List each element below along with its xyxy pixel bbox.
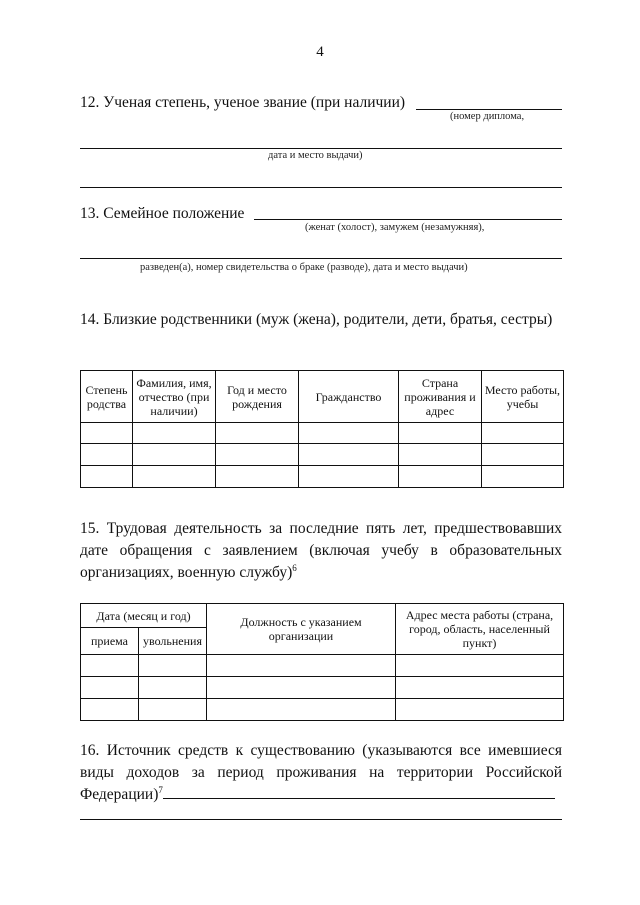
table-cell[interactable] <box>81 677 139 699</box>
table-cell[interactable] <box>133 423 216 444</box>
section-16-label <box>80 740 562 806</box>
table-cell[interactable] <box>216 466 299 488</box>
table-cell[interactable] <box>81 444 133 466</box>
table-cell[interactable] <box>482 423 564 444</box>
section-14-label: 14. Близкие родственники (муж (жена), родители, дети, братья, сестры) <box>80 311 553 328</box>
col-workplace: Место работы, учебы <box>482 371 564 423</box>
table-cell[interactable] <box>299 466 399 488</box>
table-cell[interactable] <box>139 677 207 699</box>
col-country-address: Страна проживания и адрес <box>399 371 482 423</box>
footnote-6: 6 <box>292 562 297 573</box>
table-cell[interactable] <box>396 699 564 721</box>
section-13-hint-status: (женат (холост), замужем (незамужняя), <box>305 222 485 233</box>
degree-input-line[interactable] <box>416 109 562 110</box>
col-full-name: Фамилия, имя, отчество (при наличии) <box>133 371 216 423</box>
table-row <box>81 677 564 699</box>
table-cell[interactable] <box>81 423 133 444</box>
income-input-line-2[interactable] <box>80 819 562 820</box>
table-row <box>81 466 564 488</box>
section-16-text: 16. Источник средств к существованию (указываются все имевшиеся виды доходов за период проживания на территории Российской Федерации) <box>80 742 562 803</box>
table-cell[interactable] <box>133 444 216 466</box>
col-hire-date: приема <box>81 628 139 655</box>
col-kinship: Степень родства <box>81 371 133 423</box>
col-work-address: Адрес места работы (страна, город, область, населенный пункт) <box>396 604 564 655</box>
table-cell[interactable] <box>216 444 299 466</box>
table-cell[interactable] <box>207 655 396 677</box>
table-cell[interactable] <box>399 423 482 444</box>
col-position: Должность с указанием организации <box>207 604 396 655</box>
section-15-text: 15. Трудовая деятельность за последние пять лет, предшествовавших дате обращения с заявлением (включая учебу в образовательных организациях, военную службу) <box>80 520 562 581</box>
table-cell[interactable] <box>81 466 133 488</box>
employment-header-row-1 <box>81 604 564 628</box>
table-cell[interactable] <box>299 444 399 466</box>
table-cell[interactable] <box>482 466 564 488</box>
table-cell[interactable] <box>399 444 482 466</box>
table-row <box>81 699 564 721</box>
table-cell[interactable] <box>399 466 482 488</box>
table-cell[interactable] <box>81 699 139 721</box>
page-number: 4 <box>316 44 324 60</box>
degree-input-line-2[interactable] <box>80 148 562 149</box>
marital-input-line-2[interactable] <box>80 258 562 259</box>
table-row <box>81 423 564 444</box>
table-cell[interactable] <box>139 655 207 677</box>
table-cell[interactable] <box>207 677 396 699</box>
table-cell[interactable] <box>396 655 564 677</box>
table-cell[interactable] <box>139 699 207 721</box>
relatives-table <box>80 370 564 488</box>
marital-input-line[interactable] <box>254 219 562 220</box>
table-cell[interactable] <box>482 444 564 466</box>
section-15-label <box>80 518 562 584</box>
table-cell[interactable] <box>133 466 216 488</box>
table-cell[interactable] <box>216 423 299 444</box>
table-cell[interactable] <box>81 655 139 677</box>
table-cell[interactable] <box>396 677 564 699</box>
table-row <box>81 655 564 677</box>
col-birth: Год и место рождения <box>216 371 299 423</box>
employment-table <box>80 603 564 721</box>
col-dismissal-date: увольнения <box>139 628 207 655</box>
section-12-label <box>80 92 405 114</box>
section-12-hint-diploma: (номер диплома, <box>450 111 525 122</box>
section-13-hint-certificate: разведен(а), номер свидетельства о браке (разводе), дата и место выдачи) <box>140 262 468 273</box>
relatives-header-row <box>81 371 564 423</box>
table-row <box>81 444 564 466</box>
col-date-group: Дата (месяц и год) <box>81 604 207 628</box>
col-citizenship: Гражданство <box>299 371 399 423</box>
table-cell[interactable] <box>207 699 396 721</box>
table-cell[interactable] <box>299 423 399 444</box>
footnote-7: 7 <box>158 784 163 795</box>
income-input-line[interactable] <box>163 798 555 799</box>
section-12-text: 12. Ученая степень, ученое звание (при наличии) <box>80 94 406 111</box>
section-12-hint-date: дата и место выдачи) <box>268 150 363 161</box>
degree-input-line-3[interactable] <box>80 187 562 188</box>
section-13-label: 13. Семейное положение <box>80 205 245 222</box>
